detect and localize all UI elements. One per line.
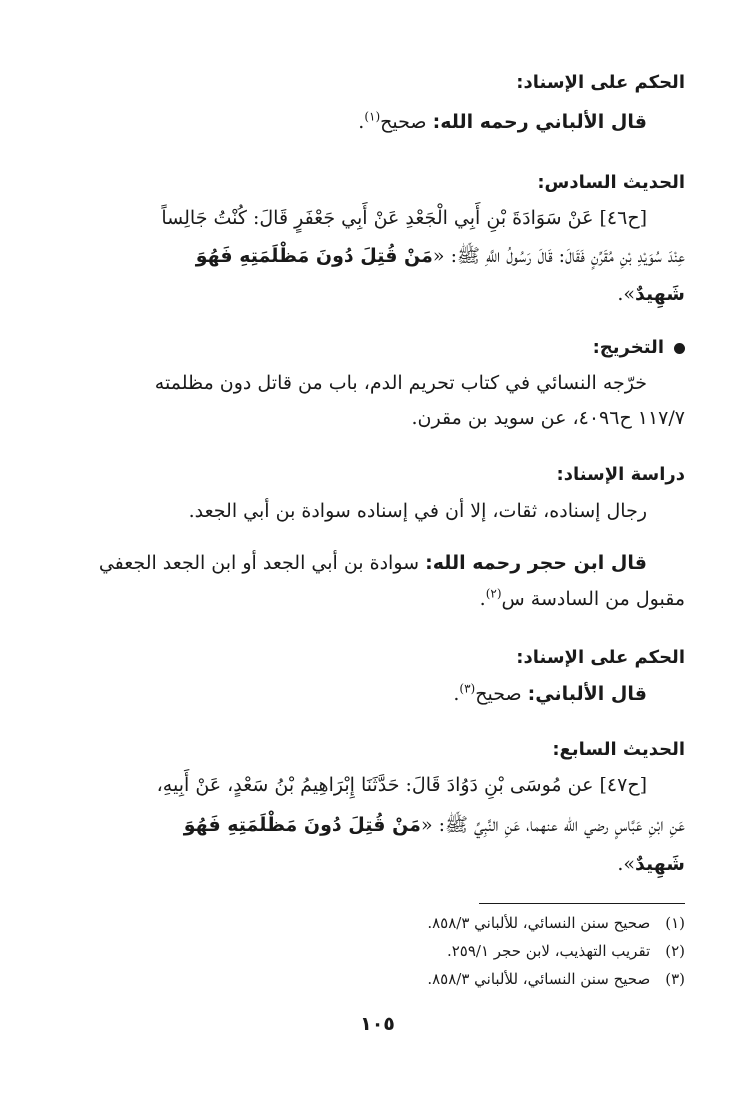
ruling-heading-1: الحكم على الإسناد:	[516, 72, 685, 93]
study-line-3-end: .	[479, 588, 486, 610]
hadith-7-line-1: [ح٤٧] عن مُوسَى بْنِ دَوُادَ قَالَ: حَدَّثَنَا إِبْرَاهِيمُ بْنُ سَعْدٍ، عَنْ أَبِيهِ،	[156, 774, 647, 796]
hadith-6-line-1: [ح٤٦] عَنْ سَوَادَةَ بْنِ أَبِي الْجَعْدِ عَنْ أَبِي جَعْفَرٍ قَالَ: كُنْتُ جَالِساً	[161, 207, 647, 229]
footnote-3-number: (٣)	[665, 970, 685, 988]
page-number: ١٠٥	[360, 1013, 395, 1035]
hadith-7-line-3	[72, 849, 685, 879]
study-line-3	[72, 584, 685, 614]
ruling-value-1: صحيح	[380, 111, 427, 133]
bullet-icon	[674, 343, 685, 354]
takhrij-line-2: ١١٧/٧ ح٤٠٩٦، عن سويد بن مقرن.	[411, 407, 685, 429]
footnote-1-number: (١)	[665, 914, 685, 932]
hadith-6-quote-close: ».	[617, 283, 636, 305]
study-heading: دراسة الإسناد:	[556, 464, 685, 485]
ibn-hajar-label: قال ابن حجر رحمه الله:	[425, 552, 647, 574]
footnote-ref-1: (١)	[364, 109, 381, 124]
footnote-2-text: تقريب التهذيب، لابن حجر ٢٥٩/١.	[446, 942, 651, 960]
ruling-line-2	[72, 679, 647, 709]
footnote-ref-3: (٣)	[459, 681, 476, 696]
footnote-1	[427, 912, 685, 934]
ibn-hajar-text: سوادة بن أبي الجعد أو ابن الجعد الجعفي	[98, 552, 420, 574]
hadith-6-narration: عِنْدَ سُوَيْدِ بْنِ مُقَرِّنٍ فَقَالَ: قَالَ رَسُولُ اللَّهِ ﷺ: «	[432, 245, 685, 267]
footnote-ref-2: (٢)	[485, 586, 502, 601]
footnote-1-text: صحيح سنن النسائي، للألباني ٨٥٨/٣.	[427, 914, 651, 932]
takhrij-heading-row	[72, 333, 685, 363]
ruling-end-2: .	[453, 683, 460, 705]
hadith-7-line-2	[72, 810, 685, 840]
study-line-2	[72, 548, 647, 578]
hadith-6-line-3	[72, 279, 685, 309]
study-line-1: رجال إسناده، ثقات، إلا أن في إسناده سوادة بن أبي الجعد.	[188, 500, 647, 522]
hadith-6-line-2	[72, 241, 685, 271]
ruling-end-1: .	[358, 111, 365, 133]
takhrij-heading: التخريج:	[592, 337, 664, 358]
hadith-7-quote-close: ».	[617, 853, 636, 875]
hadith-7-matn-end: شَهِيدٌ	[635, 853, 685, 875]
footnote-3	[427, 968, 685, 990]
ruling-heading-2: الحكم على الإسناد:	[516, 647, 685, 668]
hadith-6-matn-end: شَهِيدٌ	[635, 283, 685, 305]
study-line-3-text: مقبول من السادسة س	[501, 588, 685, 610]
takhrij-line-1: خرّجه النسائي في كتاب تحريم الدم، باب من قاتل دون مظلمته	[154, 372, 647, 394]
ruling-label-1: قال الألباني رحمه الله:	[432, 111, 647, 133]
ruling-line-1	[72, 107, 647, 137]
footnote-2	[447, 940, 685, 962]
footnote-divider	[479, 903, 685, 904]
hadith-7-narration: عَنِ ابْنِ عَبَّاسٍ رضي الله عنهما، عَنِ النَّبِيِّ ﷺ: «	[420, 814, 685, 836]
hadith-7-heading: الحديث السابع:	[552, 739, 685, 760]
hadith-6-matn: مَنْ قُتِلَ دُونَ مَظْلَمَتِهِ فَهُوَ	[195, 245, 433, 267]
ruling-value-2: صحيح	[475, 683, 522, 705]
hadith-7-matn: مَنْ قُتِلَ دُونَ مَظْلَمَتِهِ فَهُوَ	[183, 814, 421, 836]
footnote-3-text: صحيح سنن النسائي، للألباني ٨٥٨/٣.	[427, 970, 651, 988]
footnote-2-number: (٢)	[665, 942, 685, 960]
hadith-6-heading: الحديث السادس:	[537, 172, 685, 193]
ruling-label-2: قال الألباني:	[527, 683, 647, 705]
